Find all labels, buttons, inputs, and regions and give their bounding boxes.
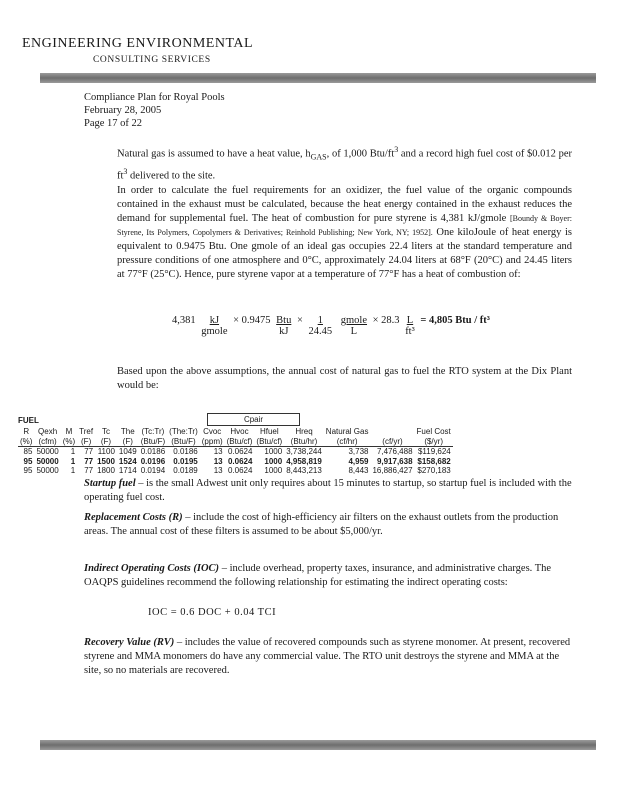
fuel-label: FUEL <box>18 416 39 425</box>
doc-page-number: Page 17 of 22 <box>84 118 143 129</box>
doc-date: February 28, 2005 <box>84 105 162 116</box>
item-recovery-value: Recovery Value (RV) – includes the value of recovered compounds such as styrene monomer. At present, recovered styrene and MMA monomers do have any commercial value. The RTO unit destroys the styrene and MMA at the site, so no materials are recovered. <box>84 637 571 676</box>
cpair-label: Cpair <box>207 413 300 426</box>
table-row: 95 50000 1 77 1500 1524 0.0196 0.0195 13 0.0624 1000 4,958,819 4,959 9,917,638 $158,682 <box>23 456 451 466</box>
fuel-cost-table <box>18 427 453 476</box>
header-rule <box>40 73 596 83</box>
equation: 4,381 kJ gmole × 0.9475 Btu kJ × $\frac{1}{24.45}$ gmole $L \times 28.3 \frac{L}{\text{ft³}} = 4,805$ Btu / ft³ <box>172 315 490 337</box>
citation: [Boundy & Boyer: Styrene, Its Polymers, Copolymers & Derivatives; Reinhold Publishing; New York, NY; 1952]. <box>117 214 572 237</box>
item-indirect-operating-costs: Indirect Operating Costs (IOC) – include overhead, property taxes, insurance, and administrative charges. The OAQPS guidelines recommend the following relationship for estimating the indirect operating costs: <box>84 563 552 588</box>
footer-rule <box>40 740 596 750</box>
doc-title: Compliance Plan for Royal Pools <box>84 92 225 103</box>
item-replacement-costs: Replacement Costs (R) – include the cost of high-efficiency air filters on the exhaust outlets from the production areas. The annual cost of these filters is assumed to be about $5,000/yr. <box>84 512 559 537</box>
table-units-row: (%) (cfm) (%) (F) (F) (F) (Btu/F) (Btu/F) (ppm) (Btu/cf) (Btu/cf) (Btu/hr) (cf/hr) (cf/yr) ($/yr) <box>18 437 453 447</box>
paragraph-annual-cost: Based upon the above assumptions, the annual cost of natural gas to fuel the RTO system at the Dix Plant would be: <box>117 366 572 391</box>
table-row: 95 50000 1 77 1800 1714 0.0194 0.0189 13 0.0624 1000 8,443,213 8,443 16,886,427 $270,183 <box>23 466 451 475</box>
company-subtitle: CONSULTING SERVICES <box>93 55 211 65</box>
table-header-row: R Qexh M Tref Tc The (Tc:Tr) (The:Tr) Cvoc Hvoc Hfuel Hreq Natural Gas Fuel Cost <box>23 427 451 436</box>
ioc-formula: IOC = 0.6 DOC + 0.04 TCI <box>148 607 277 618</box>
paragraph-natural-gas: Natural gas is assumed to have a heat value, $h_{GAS}$, of 1,000 Btu/$ft^3$ and a record high fuel cost of $0.012 per $ft^3$ delivered to the site. <box>117 145 572 182</box>
company-name: ENGINEERING ENVIRONMENTAL <box>22 36 254 51</box>
item-startup-fuel: Startup fuel – is the small Adwest unit only requires about 15 minutes to startup, so startup fuel is included with the operating fuel cost. <box>84 478 572 503</box>
paragraph-heat-of-combustion: In order to calculate the fuel requirements for an oxidizer, the fuel value of the organic compounds contained in the exhaust must be calculated, because the heat energy contained in the exhaust reduces the demand for supplemental fuel. The heat of combustion for pure styrene is 4,381 kJ/gmole [Boundy & Boyer: Styrene, Its Polymers, Copolymers & Derivatives; Reinhold Publishing; New York, NY; 1952]. One kiloJoule of heat energy is equivalent to 0.9475 Btu. One gmole of an ideal gas occupies 22.4 liters at the standard temperature and pressure conditions of one atmosphere and 0°C, approximately 24.04 liters at 68°F (20°C) and 24.45 liters at 77°F (25°C). Hence, pure styrene vapor at a temperature of 77°F has a heat of combustion of: <box>117 185 573 280</box>
table-row: 85 50000 1 77 1100 1049 0.0186 0.0186 13 0.0624 1000 3,738,244 3,738 7,476,488 $119,624 <box>23 447 451 456</box>
